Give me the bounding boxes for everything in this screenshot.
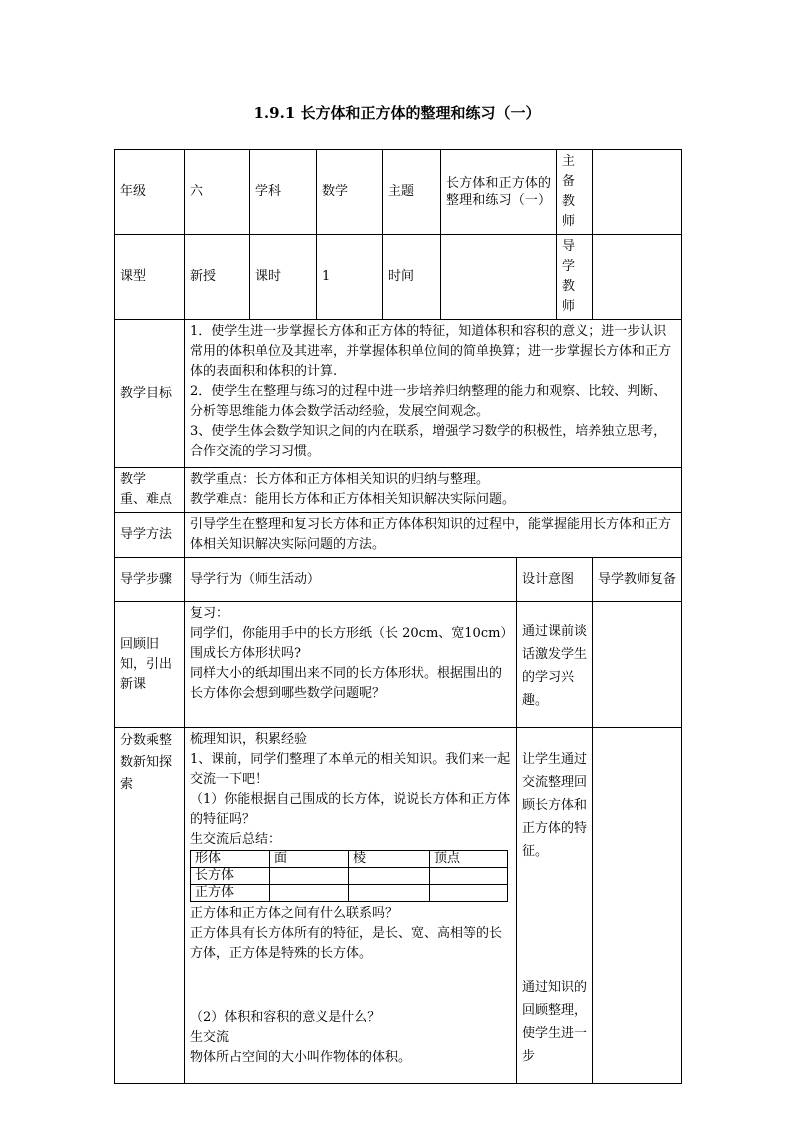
grade-label: 年级: [115, 150, 185, 235]
step1-review: [593, 602, 682, 728]
steps-header: 导学步骤: [115, 558, 185, 602]
type-value: 新授: [185, 235, 250, 320]
topic-label: 主题: [383, 150, 441, 235]
topic-value: 长方体和正方体的整理和练习（一）: [441, 150, 557, 235]
key-points-label: 教学 重、难点: [115, 468, 185, 513]
type-label: 课型: [115, 235, 185, 320]
goals-content: [185, 320, 682, 468]
step1-content: 复习： 同学们，你能用手中的长方形纸（长 20cm、宽10cm）围成长方体形状吗? 同样大小的纸却围出来不同的长方体形状。根据围出的长方体你会想到哪些数学问题呢？: [185, 602, 517, 728]
row-grade: [115, 150, 682, 235]
step2-design: 让学生通过交流整理回顾长方体和正方体的特征。 通过知识的回顾整理，使学生进一步: [517, 728, 593, 1084]
lead-teacher-value: [593, 150, 682, 235]
shape-table-header: 形体 面 棱 顶点: [191, 851, 508, 868]
design-header: 设计意图: [517, 558, 593, 602]
document-title: 1.9.1 长方体和正方体的整理和练习（一）: [253, 104, 541, 122]
row-type: [115, 235, 682, 320]
step2-content: 梳理知识，积累经验 1、课前，同学们整理了本单元的相关知识。我们来一起交流一下吧！ （1）你能根据自己围成的长方体，说说长方体和正方体的特征吗？ 生交流后总结： 形体 面 棱 顶点 长方体 正方体 正方体和正方体之间有什么联系吗？ 正方体具有长方体所有的特征，是长、宽、高相等的长方体，正方体是特殊的长方体。 （2）体积和容积的意义是什么？ 生交流 物体所占空间的大小叫作物体的体积。: [185, 728, 517, 1084]
goal-item: 1．使学生进一步掌握长方体和正方体的特征，知道体积和容积的意义；进一步认识常用的体积单位及其进率，并掌握体积单位间的简单换算；进一步掌握长方体和正方体的表面积和体积的计算.: [190, 324, 672, 379]
behavior-header: 导学行为（师生活动）: [185, 558, 517, 602]
time-value: [441, 235, 557, 320]
guide-teacher-value: [593, 235, 682, 320]
guide-teacher-label: 导 学 教师: [557, 235, 593, 320]
step2-label: 分数乘整数新知探索: [115, 728, 185, 1084]
focus-text: 教学重点：长方体和正方体相关知识的归纳与整理。: [190, 472, 490, 487]
shape-features-table: [190, 850, 508, 902]
method-text: 引导学生在整理和复习长方体和正方体体积知识的过程中，能掌握能用长方体和正方体相关知识解决实际问题的方法。: [185, 513, 682, 558]
grade-value: 六: [185, 150, 250, 235]
row-steps-header: [115, 558, 682, 602]
key-points-content: [185, 468, 682, 513]
row-step2: [115, 728, 682, 1084]
table-row: 正方体: [191, 885, 508, 902]
period-label: 课时: [250, 235, 317, 320]
difficulty-text: 教学难点：能用长方体和正方体相关知识解决实际问题。: [190, 492, 516, 507]
row-key-points: [115, 468, 682, 513]
lead-teacher-label: 主 备 教师: [557, 150, 593, 235]
period-value: 1: [317, 235, 383, 320]
goal-item: 2．使学生在整理与练习的过程中进一步培养归纳整理的能力和观察、比较、判断、分析等思维能力体会数学活动经验，发展空间观念。: [190, 384, 667, 419]
goal-item: 3、使学生体会数学知识之间的内在联系，增强学习数学的积极性，培养独立思考，合作交流的学习习惯。: [190, 424, 667, 459]
subject-value: 数学: [317, 150, 383, 235]
review-header: 导学教师复备: [593, 558, 682, 602]
lesson-plan-table: [114, 149, 682, 1084]
row-step1: [115, 602, 682, 728]
goals-label: 教学目标: [115, 320, 185, 468]
row-goals: [115, 320, 682, 468]
table-row: 长方体: [191, 868, 508, 885]
method-label: 导学方法: [115, 513, 185, 558]
step1-label: 回顾旧知，引出新课: [115, 602, 185, 728]
subject-label: 学科: [250, 150, 317, 235]
step1-design: 通过课前谈话激发学生的学习兴趣。: [517, 602, 593, 728]
time-label: 时间: [383, 235, 441, 320]
step2-review: [593, 728, 682, 1084]
row-method: [115, 513, 682, 558]
